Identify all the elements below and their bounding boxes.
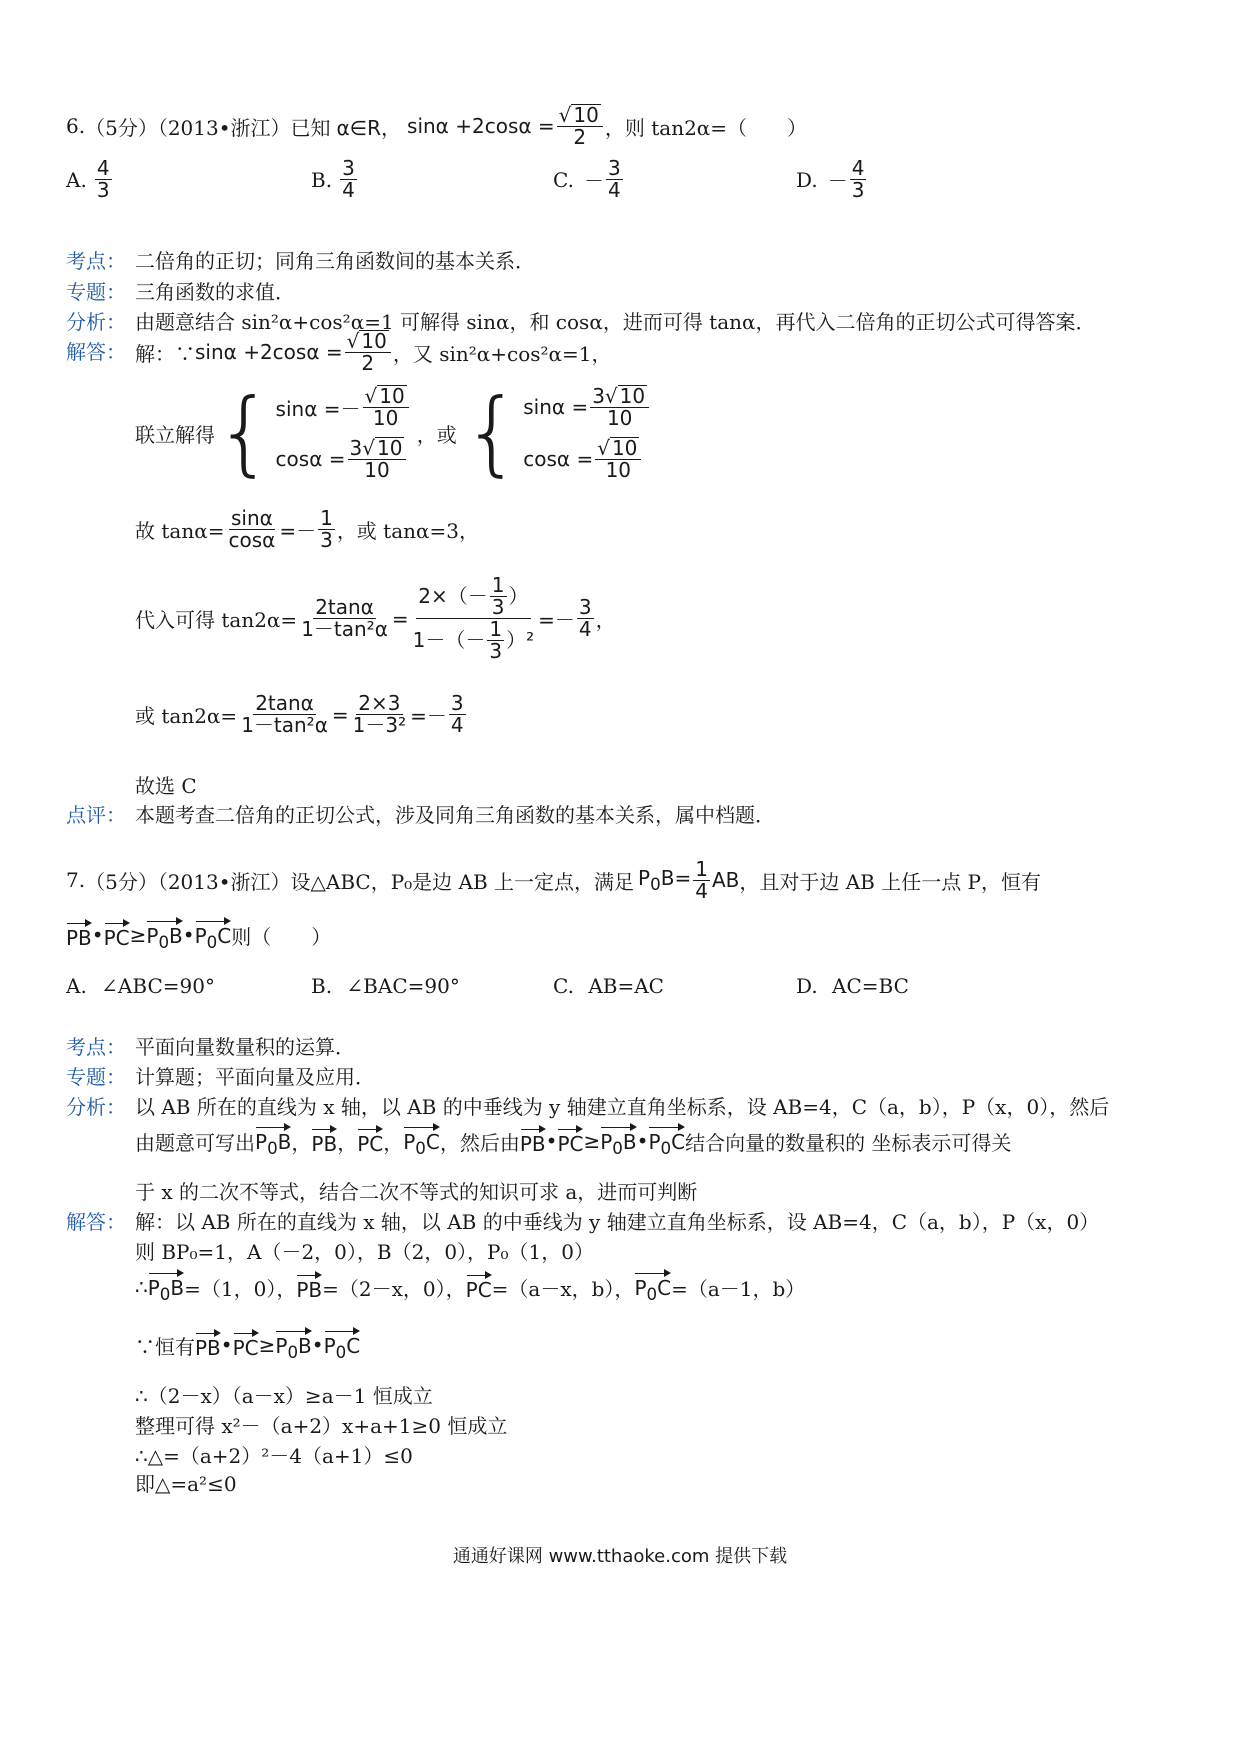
sol-prefix: ∵恒有 — [135, 1334, 195, 1359]
result-fraction: $\frac{3}{4}$ — [450, 691, 464, 737]
q6-meta: （5分）（2013•浙江）已知 — [85, 115, 331, 140]
q6-option-a[interactable] — [66, 158, 114, 201]
sol-expr: sinα +2cosα = — [195, 340, 343, 364]
q6-stem-fraction: $\frac{√ 10}{2}$ — [557, 104, 603, 148]
q6-sol-choice: 故选 C — [135, 774, 197, 798]
option-text: ∠BAC=90° — [346, 974, 460, 998]
q7-sol-line7: ∴△=（a+2）²－4（a+1）≤0 — [135, 1444, 413, 1468]
q6-dianping-label: 点评： — [66, 803, 126, 827]
option-fraction: $\frac{3}{4}$ — [607, 156, 621, 202]
sol-suffix: ，又 sin²α+cos²α=1， — [392, 341, 612, 366]
q7-zhuanti: 计算题；平面向量及应用． — [135, 1065, 375, 1089]
one-third: $\frac{1}{3}$ — [320, 506, 333, 552]
q6-number: 6. — [66, 114, 86, 138]
vec-value: =（a－1，b） — [671, 1276, 806, 1301]
q6-expr-lhs: sinα +2cosα = — [407, 114, 555, 138]
option-letter: A. — [66, 974, 87, 998]
option-text: ∠ABC=90° — [101, 974, 215, 998]
q6-zhuanti: 三角函数的求值． — [135, 280, 295, 304]
sol-suffix: ，或 tanα=3， — [336, 519, 479, 543]
double-angle-fraction: $\frac{2\tan\alpha}{\text{1－tan²α}}$ — [241, 691, 328, 737]
sol-prefix: 代入可得 tan2α= — [135, 608, 298, 632]
q6-option-d[interactable] — [796, 158, 868, 201]
fenxi-prefix: 由题意可写出 — [135, 1130, 255, 1155]
q6-fenxi-label: 分析： — [66, 310, 126, 334]
option-letter: C. — [553, 167, 574, 192]
sol-prefix: 或 tan2α= — [135, 704, 238, 728]
q6-sol-line5: 或 tan2α= $\frac{2\tan\alpha}{\text{1－tan²α}}$ = $\frac{2\times 3}{\text{1－3²}}$ =－ $\frac{3}{4}$ — [135, 691, 464, 737]
option-letter: D. — [796, 974, 818, 998]
q6-sol-line4: 代入可得 tan2α= $\frac{2\tan\alpha}{\text{1－tan²α}}$ = 2×（－ $\frac{1}{3}$ ） 1－（－ $\frac{1}{3}$ ）² =－ $\frac{3}{4}$ ， — [135, 573, 616, 663]
q7-stem-tail: 则（ ） — [231, 924, 332, 949]
numeric-fraction: $\frac{2\times 3}{\text{1－3²}}$ — [352, 691, 407, 737]
system-2: { sinα = $\frac{3√ 10}{10}$ cosα = $\frac{√ 10}{10}$ — [463, 385, 651, 481]
page-footer: 通通好课网 www.tthaoke.com 提供下载 — [452, 1546, 788, 1567]
q7-fenxi-label: 分析： — [66, 1095, 126, 1119]
q7-zhuanti-label: 专题： — [66, 1065, 126, 1089]
q6-fenxi: 由题意结合 sin²α+cos²α=1 可解得 sinα，和 cosα，进而可得 tanα，再代入二倍角的正切公式可得答案． — [135, 310, 1096, 334]
q7-stem-line2: PB • PC ≥ $P_0B$ • $P_0C$ 则（ ） — [66, 918, 331, 952]
q6-sol-line1 — [135, 330, 612, 374]
sol-fraction: $\frac{√ 10}{2}$ — [345, 330, 391, 374]
left-brace-icon: { — [462, 379, 522, 486]
q7-number: 7. — [66, 868, 86, 892]
option-letter: B. — [311, 974, 333, 998]
double-angle-fraction: $\frac{2\tan\alpha}{\text{1－tan²α}}$ — [301, 595, 388, 641]
option-letter: B. — [311, 167, 333, 192]
q7-option-d[interactable] — [796, 974, 909, 998]
q6-given: α∈R， — [336, 115, 402, 140]
quarter-fraction: $\frac{1}{4}$ — [695, 856, 708, 903]
q6-option-c[interactable] — [553, 158, 625, 201]
q7-option-a[interactable] — [66, 974, 215, 998]
q7-option-c[interactable] — [553, 974, 664, 998]
q6-zhuanti-label: 专题： — [66, 280, 126, 304]
vec-value: =（2－x，0）， — [322, 1276, 466, 1301]
q7-option-b[interactable] — [311, 974, 460, 998]
q7-stem-b: ，且对于边 AB 上任一点 P，恒有 — [739, 869, 1042, 894]
sol-prefix: 联立解得 — [135, 422, 215, 447]
fenxi-mid: ，然后由 — [439, 1130, 520, 1155]
q6-den2: 2 — [573, 125, 587, 149]
q7-kaodian-label: 考点： — [66, 1035, 126, 1059]
option-text: AC=BC — [832, 974, 909, 998]
q6-stem-tail: ，则 tan2α=（ ） — [604, 115, 808, 140]
q7-kaodian: 平面向量数量积的运算． — [135, 1035, 355, 1059]
q7-sol-line8: 即△=a²≤0 — [135, 1472, 237, 1496]
q7-fenxi-line3: 于 x 的二次不等式，结合二次不等式的知识可求 a，进而可判断 — [135, 1180, 698, 1204]
q6-sol-line2 — [135, 379, 651, 486]
q7-stem-line1: 7. （5分）（2013•浙江）设△ABC，P₀是边 AB 上一定点，满足 $P_0B=$ $\frac{1}{4}$ AB ，且对于边 AB 上任一点 P，恒有 — [66, 856, 1042, 903]
q7-sol-line6: 整理可得 x²－（a+2）x+a+1≥0 恒成立 — [135, 1414, 508, 1438]
tan-fraction: $\frac{\sin\alpha}{\cos\alpha}$ — [228, 506, 276, 552]
left-brace-icon: { — [215, 379, 274, 486]
q6-kaodian: 二倍角的正切；同角三角函数间的基本关系． — [135, 249, 535, 273]
q7-sol-line4: ∵恒有 PB • PC ≥ $P_0B$ • $P_0C$ — [135, 1328, 360, 1362]
q7-jieda-label: 解答： — [66, 1210, 126, 1234]
option-fraction: $\frac{4}{3}$ — [96, 156, 110, 202]
q6-sol-line3: 故 tanα= $\frac{\sin\alpha}{\cos\alpha}$ =－ $\frac{1}{3}$ ，或 tanα=3， — [135, 506, 479, 552]
q7-sol-line3: ∴ $P_0B$ =（1，0）， PB =（2－x，0）， PC =（a－x，b）， $P_0C$ =（a－1，b） — [135, 1270, 805, 1304]
substituted-fraction: 2×（－ $\frac{1}{3}$ ） 1－（－ $\frac{1}{3}$ ）² — [412, 573, 535, 663]
option-letter: D. — [796, 167, 818, 192]
option-sign: － — [827, 169, 848, 193]
sol-prefix: ∴ — [135, 1275, 148, 1299]
q6-option-b[interactable] — [311, 158, 359, 201]
option-letter: A. — [66, 167, 87, 192]
q6-kaodian-label: 考点： — [66, 249, 126, 273]
q7-sol-line5: ∴（2－x）（a－x）≥a－1 恒成立 — [135, 1384, 433, 1408]
fenxi-suffix: 结合向量的数量积的 坐标表示可得关 — [685, 1130, 1012, 1155]
q7-sol-line1: 解：以 AB 所在的直线为 x 轴，以 AB 的中垂线为 y 轴建立直角坐标系，设 AB=4，C（a，b），P（x，0） — [135, 1210, 1100, 1234]
option-fraction: $\frac{4}{3}$ — [851, 156, 865, 202]
q6-dianping: 本题考查二倍角的正切公式，涉及同角三角函数的基本关系，属中档题． — [135, 803, 775, 827]
q6-sqrt10: 10 — [573, 103, 599, 127]
result-fraction: $\frac{3}{4}$ — [578, 595, 592, 641]
option-sign: － — [583, 169, 604, 193]
vec-value: =（a－x，b）， — [491, 1276, 635, 1301]
q6-jieda-label: 解答： — [66, 340, 126, 364]
option-letter: C. — [553, 974, 574, 998]
vec-value: =（1，0）， — [184, 1276, 297, 1301]
q7-fenxi-line2: 由题意可写出 $P_0B$ ， PB ， PC ， $P_0C$ ，然后由 PB • PC ≥ $P_0B$ • $P_0C$ 结合向量的数量积的 坐标表示可得关 — [135, 1124, 1011, 1158]
q6-stem — [66, 104, 807, 148]
sol-prefix: 故 tanα= — [135, 519, 225, 543]
q7-sol-line2: 则 BP₀=1，A（－2，0），B（2，0），P₀（1，0） — [135, 1240, 594, 1264]
option-fraction: $\frac{3}{4}$ — [342, 156, 355, 202]
system-1: { sinα =－ $\frac{√ 10}{10}$ cosα = $\frac{3√ 10}{10}$ — [215, 385, 411, 481]
sol-or: ，或 — [416, 422, 457, 447]
option-text: AB=AC — [588, 974, 664, 998]
sol-prefix: 解：∵ — [135, 341, 195, 366]
q7-fenxi-line1: 以 AB 所在的直线为 x 轴，以 AB 的中垂线为 y 轴建立直角坐标系，设 AB=4，C（a，b），P（x，0），然后 — [135, 1095, 1110, 1119]
q7-stem-a: （5分）（2013•浙江）设△ABC，P₀是边 AB 上一定点，满足 — [85, 869, 635, 894]
